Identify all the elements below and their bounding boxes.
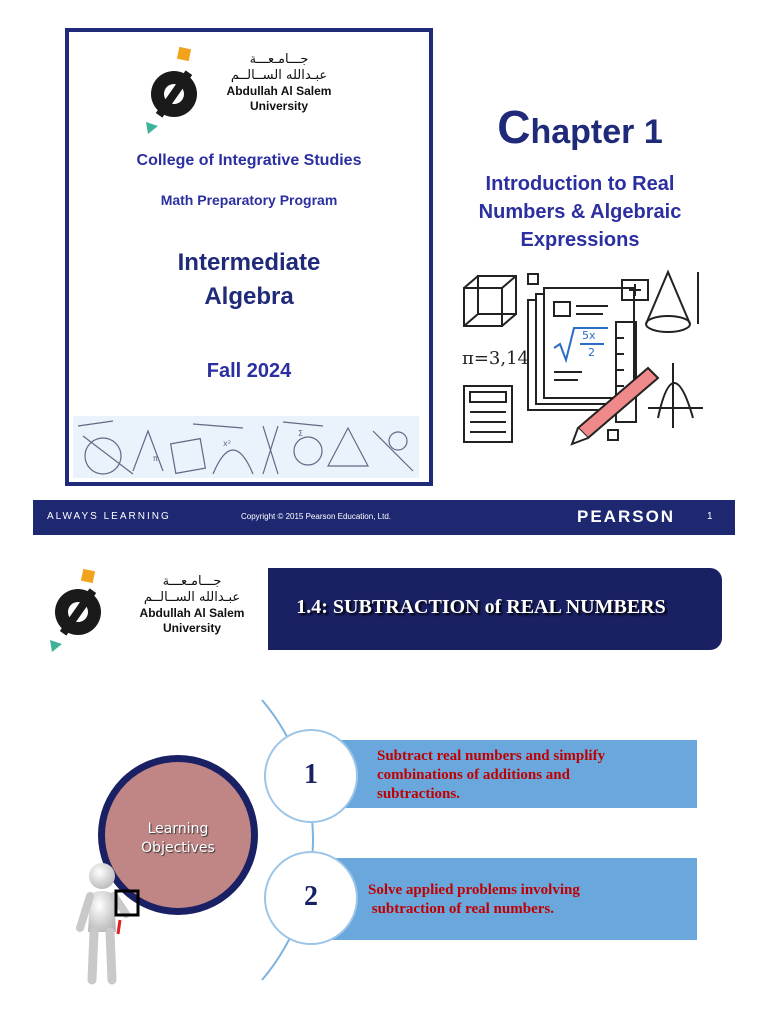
university-name-en-2: University (249, 99, 309, 113)
objective-1-bar (330, 740, 697, 808)
chapter-title (440, 100, 720, 154)
footer-tagline: ALWAYS LEARNING (47, 511, 171, 522)
objective-1-line3: subtractions. (377, 786, 460, 802)
footer-copyright: Copyright © 2015 Pearson Education, Ltd. (241, 512, 391, 521)
objective-2-bar (330, 858, 697, 940)
term-label: Fall 2024 (206, 360, 292, 382)
objective-2-number-circle (264, 851, 358, 945)
chapter-subtitle (440, 170, 720, 254)
university-name-ar-2: عبـدالله الســالــم (143, 590, 241, 605)
university-name-ar-1: جـــامـعـــة (162, 574, 222, 589)
objective-2-line1: Solve applied problems involving (368, 882, 580, 898)
university-logo-mark-icon (48, 566, 118, 652)
cover-panel (65, 28, 433, 486)
footer-brand: PEARSON (577, 507, 676, 526)
svg-text:x²: x² (223, 439, 231, 448)
chapter-subtitle-line2: Numbers & Algebraic (478, 201, 682, 223)
section-header-bar (240, 568, 722, 650)
objective-1-text (377, 747, 687, 804)
chapter-subtitle-line1: Introduction to Real (485, 173, 675, 195)
college-name: College of Integrative Studies (136, 152, 362, 169)
course-title-line2: Algebra (204, 283, 294, 310)
section-title: 1.4: SUBTRACTION of REAL NUMBERS (296, 596, 666, 618)
objective-1-line1: Subtract real numbers and simplify (377, 748, 606, 764)
course-title-line1: Intermediate (177, 249, 321, 276)
university-name-en-1: Abdullah Al Salem (139, 606, 245, 620)
objective-1-number-circle (264, 729, 358, 823)
objective-1-line2: combinations of additions and (377, 767, 570, 783)
learning-objectives-line2: Objectives (141, 840, 215, 856)
footer-bar (33, 500, 735, 535)
footer-page-number: 1 (707, 511, 713, 522)
learning-objectives-label (105, 820, 251, 858)
presenter-figure-icon (74, 858, 144, 988)
svg-text:Σ: Σ (298, 429, 304, 438)
objective-2-number: 2 (304, 881, 318, 912)
math-sketch-band-image (73, 416, 419, 478)
university-name-en-2: University (162, 621, 222, 635)
university-name-en-1: Abdullah Al Salem (226, 84, 332, 98)
header-logo (48, 566, 268, 652)
chapter-subtitle-line3: Expressions (520, 229, 640, 251)
fraction-numerator: 5x (582, 329, 596, 342)
fraction-denominator: 2 (588, 346, 595, 359)
objective-2-line2: subtraction of real numbers. (368, 901, 554, 917)
math-illustration-icon (458, 268, 708, 448)
chapter-title-initial: C (497, 101, 531, 153)
university-logo (144, 46, 344, 136)
pi-label: π=3,14 (462, 348, 529, 369)
university-name-ar-2: عبـدالله الســالــم (230, 68, 328, 83)
university-logo-mark-icon (144, 46, 214, 136)
objective-2-text (368, 881, 688, 919)
learning-objectives-line1: Learning (147, 821, 209, 837)
program-name: Math Preparatory Program (160, 192, 338, 208)
chapter-title-rest: hapter 1 (530, 113, 663, 151)
objective-1-number: 1 (304, 759, 318, 790)
university-name-ar-1: جـــامـعـــة (249, 52, 309, 67)
svg-text:π: π (153, 454, 158, 463)
course-title (69, 246, 429, 314)
